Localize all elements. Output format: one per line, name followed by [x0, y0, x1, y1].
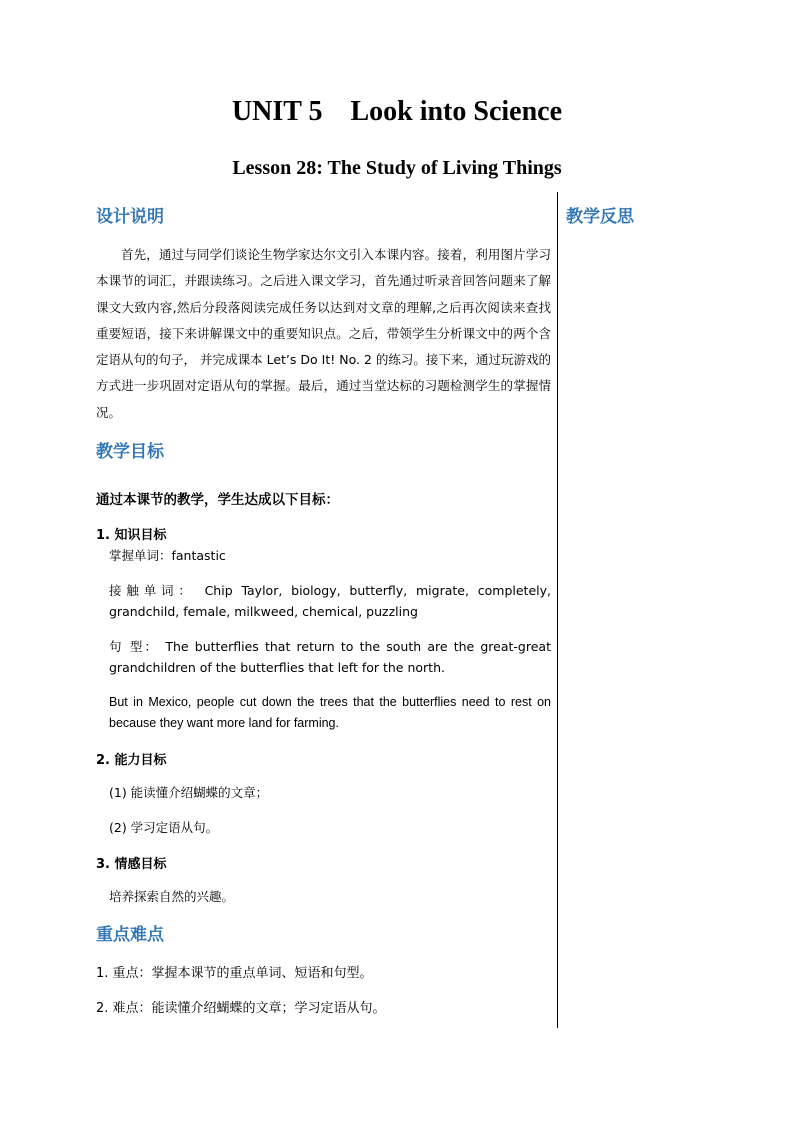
ability-item-1: (1) 能读懂介绍蝴蝶的文章；	[109, 785, 269, 800]
column-divider	[557, 192, 558, 1028]
ability-item-2: (2) 学习定语从句。	[109, 820, 219, 835]
sentence-pattern-1: 句 型： The butterflies that return to the south are the great-great grandchildren of the butterflies that left for the north.	[109, 639, 551, 675]
contact-words: 接触单词： Chip Taylor, biology, butterfly, migrate, completely, grandchild, female, milkweed, chemical, puzzling	[109, 583, 551, 619]
keypoint-item-1: 1. 重点：掌握本课节的重点单词、短语和句型。	[96, 966, 373, 981]
lesson-subtitle: Lesson 28: The Study of Living Things	[232, 157, 562, 179]
sentence-pattern-2: But in Mexico, people cut down the trees that the butterflies need to rest on because they want more land for farming.	[109, 695, 551, 730]
keypoints-heading: 重点难点	[96, 925, 164, 945]
reflection-heading: 教学反思	[566, 207, 634, 227]
emotion-item-1: 培养探索自然的兴趣。	[109, 889, 235, 904]
keypoint-item-2: 2. 难点：能读懂介绍蝴蝶的文章；学习定语从句。	[96, 1001, 386, 1016]
goals-lead: 通过本课节的教学，学生达成以下目标：	[96, 492, 339, 508]
design-heading: 设计说明	[96, 207, 164, 227]
master-words: 掌握单词：fantastic	[109, 548, 226, 563]
emotion-heading: 3. 情感目标	[96, 857, 167, 872]
design-paragraph: 首先，通过与同学们谈论生物学家达尔文引入本课内容。接着，利用图片学习本课节的词汇，并跟读练习。之后进入课文学习，首先通过听录音回答问题来了解课文大致内容,然后分段落阅读完成任务以达到对文章的理解,之后再次阅读来查找重要短语，接下来讲解课文中的重要知识点。之后，带领学生分析课文中的两个含定语从句的句子， 并完成课本 Let’s Do It! No. 2 的练习。接下来，通过玩游戏的方式进一步巩固对定语从句的掌握。最后，通过当堂达标的习题检测学生的掌握情况。	[96, 247, 551, 420]
knowledge-heading: 1. 知识目标	[96, 528, 167, 543]
goals-heading: 教学目标	[96, 442, 164, 462]
page-title: UNIT 5 Look into Science	[231, 96, 563, 127]
ability-heading: 2. 能力目标	[96, 753, 167, 768]
